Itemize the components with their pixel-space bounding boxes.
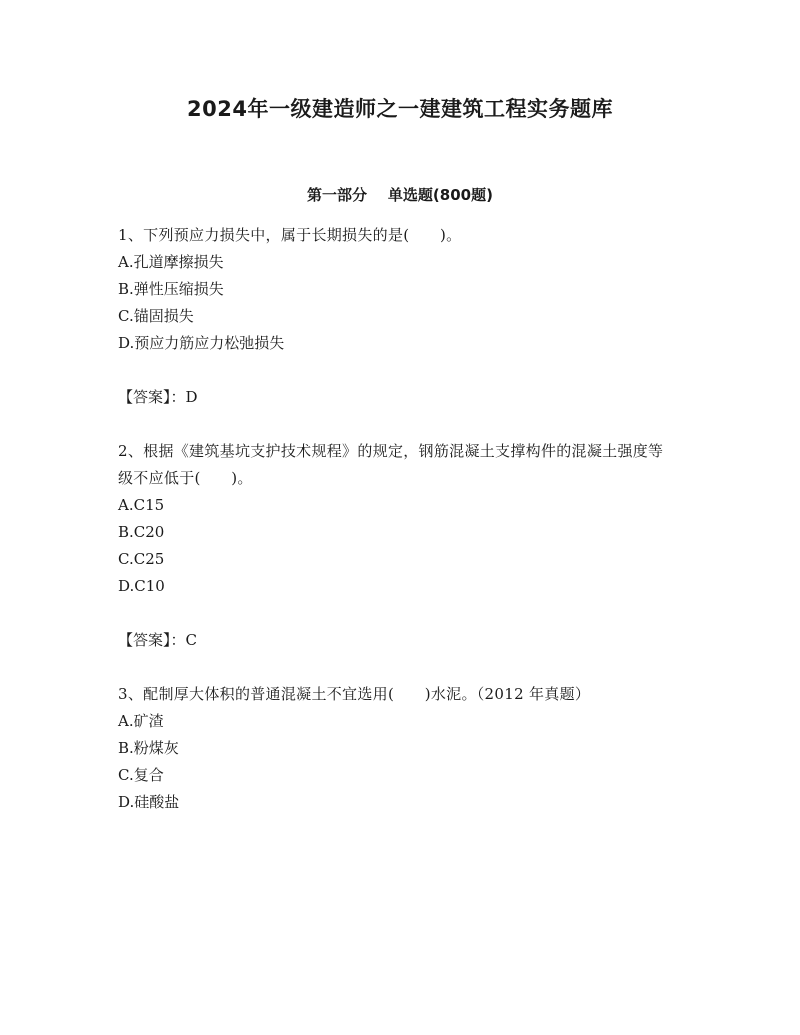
option-d: D.预应力筋应力松弛损失 <box>118 334 285 352</box>
spacer <box>118 654 678 681</box>
option-a: A.C15 <box>118 496 165 514</box>
question-list <box>118 222 678 816</box>
option-d: D.C10 <box>118 577 165 595</box>
option-a: A.矿渣 <box>118 712 164 730</box>
option-a: A.孔道摩擦损失 <box>118 253 224 271</box>
answer: 【答案】：D <box>118 388 198 406</box>
option-d: D.硅酸盐 <box>118 793 180 811</box>
option-b: B.粉煤灰 <box>118 739 179 757</box>
section-heading: 第一部分 单选题(800题) <box>307 186 493 204</box>
option-c: C.锚固损失 <box>118 307 194 325</box>
option-b: B.弹性压缩损失 <box>118 280 224 298</box>
question-3 <box>118 681 678 816</box>
question-stem: 3、配制厚大体积的普通混凝土不宜选用( )水泥。（2012 年真题） <box>118 685 591 703</box>
option-c: C.C25 <box>118 550 165 568</box>
question-stem: 2、根据《建筑基坑支护技术规程》的规定，钢筋混凝土支撑构件的混凝土强度等级不应低于( )。 <box>118 442 664 487</box>
spacer <box>118 411 678 438</box>
document-title: 2024年一级建造师之一建建筑工程实务题库 <box>187 97 613 121</box>
question-stem: 1、下列预应力损失中，属于长期损失的是( )。 <box>118 226 462 244</box>
answer: 【答案】：C <box>118 631 197 649</box>
question-2 <box>118 438 678 654</box>
question-1 <box>118 222 678 411</box>
option-b: B.C20 <box>118 523 165 541</box>
option-c: C.复合 <box>118 766 164 784</box>
